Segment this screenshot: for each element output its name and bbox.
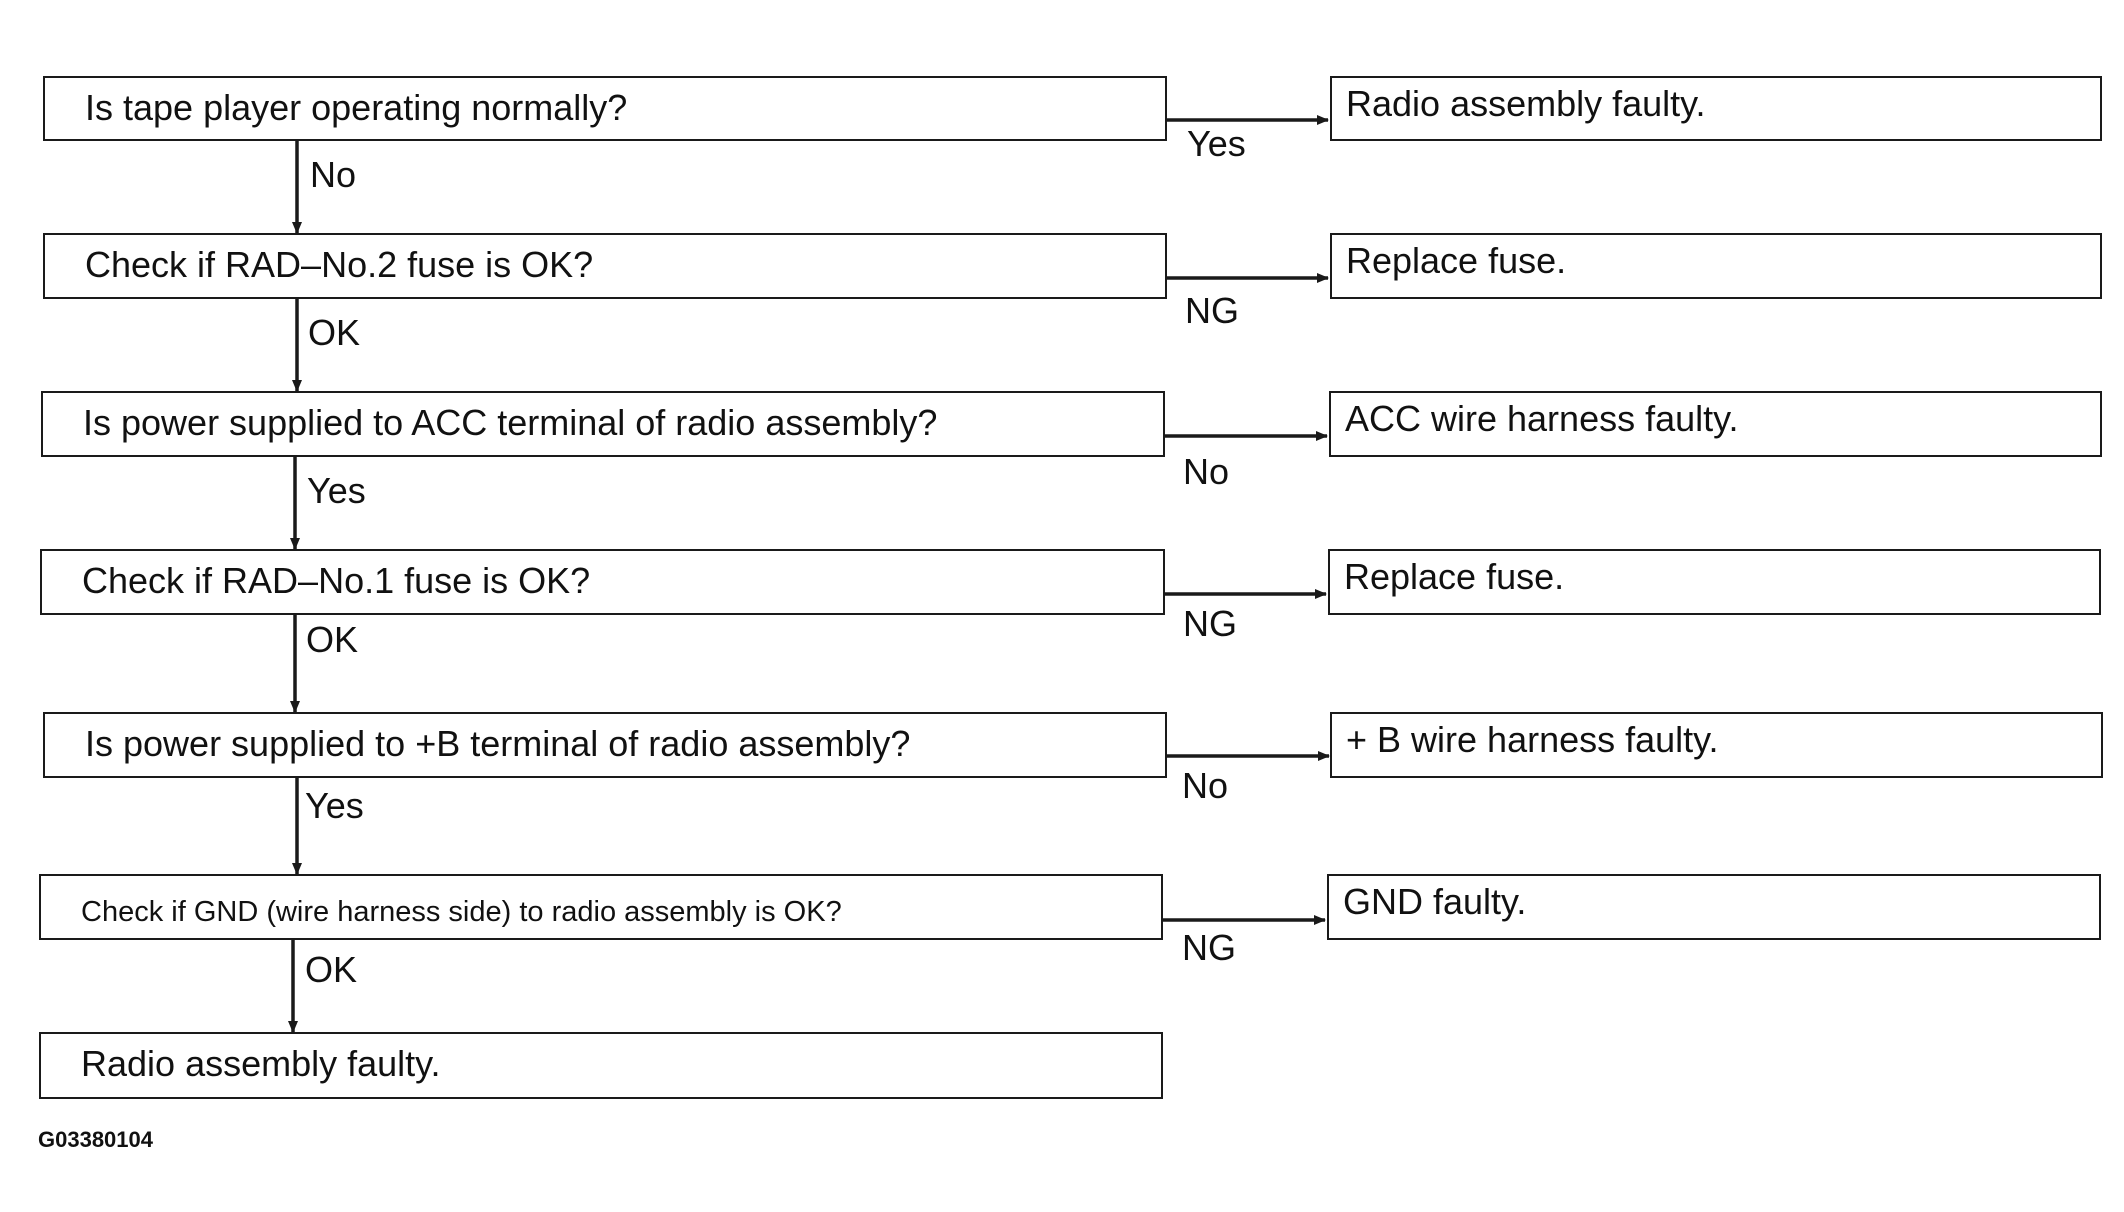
result-box-6 [1327, 874, 2101, 940]
result-box-2 [1330, 233, 2102, 299]
result-box-1 [1330, 76, 2102, 141]
side-label-5: No [1182, 765, 1229, 806]
question-box-2 [43, 233, 1167, 299]
question-text-1: Is tape player operating normally? [85, 87, 628, 128]
question-box-5 [43, 712, 1167, 778]
down-label-4: OK [306, 619, 359, 660]
side-label-6: NG [1182, 927, 1236, 968]
down-label-2: OK [308, 312, 361, 353]
question-text-6: Check if GND (wire harness side) to radio assembly is OK? [81, 896, 842, 928]
side-label-1: Yes [1187, 123, 1246, 164]
final-result-text: Radio assembly faulty. [81, 1043, 441, 1084]
question-box-1 [43, 76, 1167, 141]
result-text-5: + B wire harness faulty. [1346, 719, 1719, 760]
result-text-4: Replace fuse. [1344, 556, 1565, 597]
side-label-3: No [1183, 451, 1230, 492]
result-text-2: Replace fuse. [1346, 240, 1567, 281]
question-box-6 [39, 874, 1163, 940]
final-result-box [39, 1032, 1163, 1099]
down-label-5: Yes [305, 785, 364, 826]
figure-code: G03380104 [38, 1127, 153, 1152]
question-box-3 [41, 391, 1165, 457]
result-text-3: ACC wire harness faulty. [1345, 398, 1739, 439]
question-text-2: Check if RAD–No.2 fuse is OK? [85, 244, 594, 285]
question-text-3: Is power supplied to ACC terminal of radio assembly? [83, 402, 938, 443]
down-label-3: Yes [307, 470, 366, 511]
result-box-5 [1330, 712, 2103, 778]
question-text-4: Check if RAD–No.1 fuse is OK? [82, 560, 591, 601]
result-text-6: GND faulty. [1343, 881, 1527, 922]
result-text-1: Radio assembly faulty. [1346, 83, 1706, 124]
side-label-2: NG [1185, 290, 1239, 331]
question-text-5: Is power supplied to +B terminal of radio assembly? [85, 723, 911, 764]
down-label-6: OK [305, 949, 358, 990]
down-label-1: No [310, 154, 357, 195]
side-label-4: NG [1183, 603, 1237, 644]
question-box-4 [40, 549, 1165, 615]
result-box-4 [1328, 549, 2101, 615]
result-box-3 [1329, 391, 2102, 457]
